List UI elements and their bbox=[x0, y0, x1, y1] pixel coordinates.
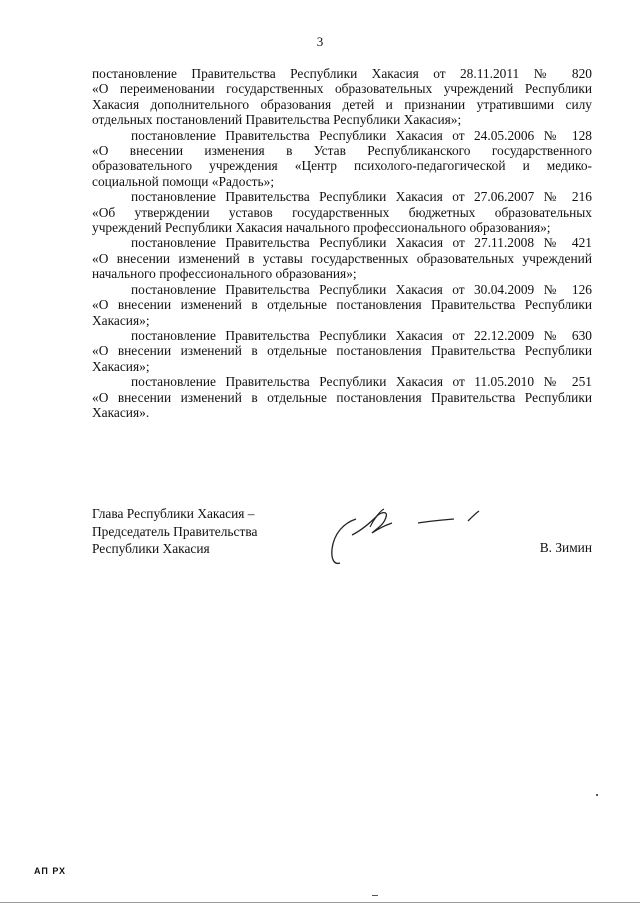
scan-speck bbox=[372, 895, 378, 896]
paragraph-line: постановление Правительства Республики Хакасия от 30.04.2009 № 126 bbox=[131, 281, 592, 297]
paragraph-line: начального профессионального образования»; bbox=[92, 266, 357, 282]
signatory-position bbox=[92, 505, 257, 558]
handwritten-signature-icon bbox=[326, 505, 496, 575]
paragraph-line: постановление Правительства Республики Хакасия от 27.11.2008 № 421 bbox=[131, 235, 592, 251]
archive-stamp-mark: АП РХ bbox=[34, 866, 67, 876]
paragraph-line: постановление Правительства Республики Хакасия от 24.05.2006 № 128 bbox=[131, 127, 592, 143]
signatory-name: В. Зимин bbox=[539, 540, 592, 555]
paragraph bbox=[92, 328, 592, 374]
paragraph bbox=[92, 189, 592, 235]
paragraph-line: Хакасия». bbox=[92, 404, 150, 420]
paragraph bbox=[92, 66, 592, 128]
paragraph bbox=[92, 235, 592, 281]
paragraph bbox=[92, 128, 592, 190]
paragraph-line: «О внесении изменения в Устав Республиканского государственного bbox=[92, 143, 592, 159]
paragraph-line: «О внесении изменений в отдельные постановления Правительства Республики bbox=[92, 297, 592, 313]
paragraph-line: постановление Правительства Республики Хакасия от 28.11.2011 № 820 bbox=[92, 66, 592, 81]
page-number: 3 bbox=[316, 34, 324, 49]
paragraph-line: «О внесении изменений в отдельные постановления Правительства Республики bbox=[92, 389, 592, 405]
paragraph-line: «О внесении изменений в уставы государственных образовательных учреждений bbox=[92, 250, 592, 266]
paragraph-line: «Об утверждении уставов государственных бюджетных образовательных bbox=[92, 204, 592, 220]
paragraph-line: социальной помощи «Радость»; bbox=[92, 173, 275, 189]
paragraph-line: «О внесении изменений в отдельные постановления Правительства Республики bbox=[92, 343, 592, 359]
signatory-position-line: Республики Хакасия bbox=[92, 541, 210, 556]
signatory-position-line: Председатель Правительства bbox=[92, 523, 258, 539]
paragraph-line: постановление Правительства Республики Хакасия от 11.05.2010 № 251 bbox=[131, 374, 592, 390]
paragraph bbox=[92, 374, 592, 420]
scan-edge-line bbox=[0, 902, 640, 903]
signatory-position-line: Глава Республики Хакасия – bbox=[92, 506, 255, 521]
paragraph-line: Хакасия дополнительного образования детей и признании утратившими силу bbox=[92, 96, 592, 112]
paragraph-line: «О переименовании государственных образовательных учреждений Республики bbox=[92, 81, 592, 97]
paragraph-line: образовательного учреждения «Центр психолого-педагогической и медико- bbox=[92, 158, 592, 174]
paragraph-line: постановление Правительства Республики Хакасия от 27.06.2007 № 216 bbox=[131, 189, 592, 205]
scan-speck bbox=[596, 794, 598, 796]
document-body bbox=[92, 66, 592, 420]
paragraph-line: Хакасия»; bbox=[92, 312, 150, 328]
paragraph-line: отдельных постановлений Правительства Республики Хакасия»; bbox=[92, 112, 462, 128]
paragraph bbox=[92, 282, 592, 328]
paragraph-line: учреждений Республики Хакасия начального профессионального образования»; bbox=[92, 220, 551, 236]
paragraph-line: Хакасия»; bbox=[92, 358, 150, 374]
paragraph-line: постановление Правительства Республики Хакасия от 22.12.2009 № 630 bbox=[131, 327, 592, 343]
